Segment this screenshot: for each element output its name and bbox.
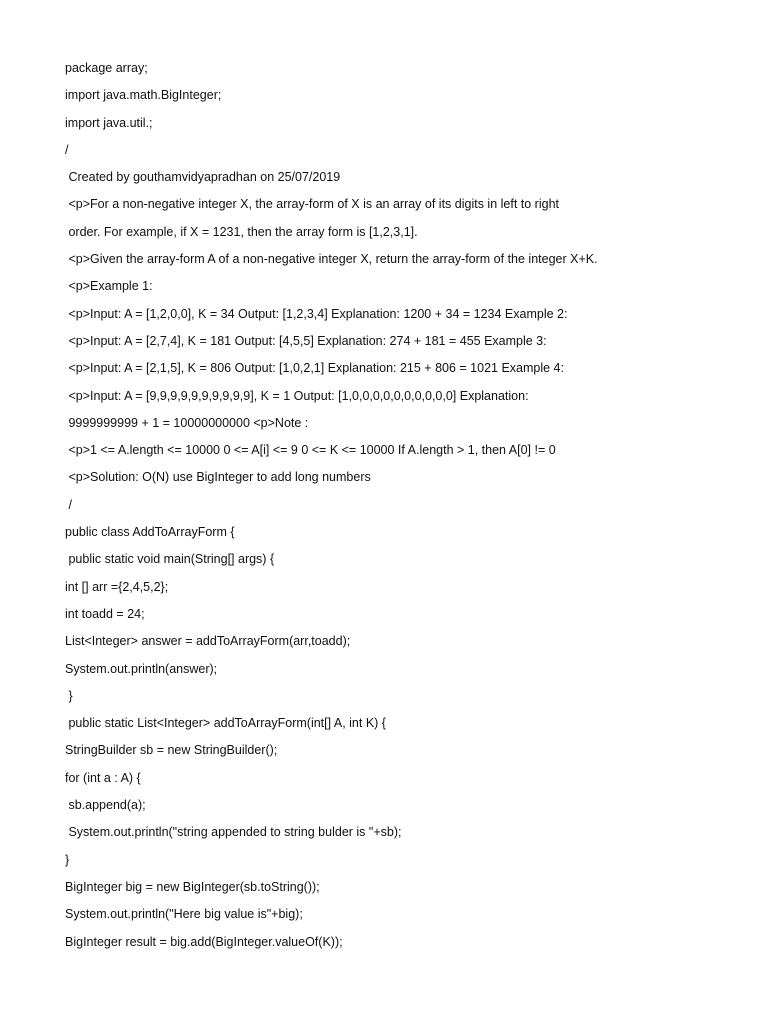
code-line: int toadd = 24;	[65, 606, 145, 621]
code-line: int [] arr ={2,4,5,2};	[65, 579, 169, 594]
code-line: public static void main(String[] args) {	[65, 552, 275, 567]
code-line: }	[65, 852, 70, 867]
code-line: /	[65, 142, 69, 157]
code-line: <p>For a non-negative integer X, the array-form of X is an array of its digits in left to right	[65, 197, 559, 212]
code-line: StringBuilder sb = new StringBuilder();	[65, 743, 278, 758]
code-line: <p>Input: A = [2,7,4], K = 181 Output: [4,5,5] Explanation: 274 + 181 = 455 Example 3:	[65, 333, 547, 348]
code-line: BigInteger result = big.add(BigInteger.valueOf(K));	[65, 934, 343, 949]
code-line: <p>Example 1:	[65, 279, 153, 294]
code-line: <p>Solution: O(N) use BigInteger to add long numbers	[65, 470, 371, 485]
code-line: 9999999999 + 1 = 10000000000 <p>Note :	[65, 415, 309, 430]
code-listing	[65, 59, 745, 960]
code-line: <p>Given the array-form A of a non-negative integer X, return the array-form of the integer X+K.	[65, 252, 598, 267]
code-line: BigInteger big = new BigInteger(sb.toString());	[65, 879, 320, 894]
code-line: <p>Input: A = [1,2,0,0], K = 34 Output: [1,2,3,4] Explanation: 1200 + 34 = 1234 Example 2:	[65, 306, 568, 321]
code-line: List<Integer> answer = addToArrayForm(arr,toadd);	[65, 634, 351, 649]
code-line: order. For example, if X = 1231, then the array form is [1,2,3,1].	[65, 224, 418, 239]
code-line: for (int a : A) {	[65, 770, 141, 785]
code-line: import java.util.;	[65, 115, 153, 130]
code-line: sb.append(a);	[65, 798, 146, 813]
code-line: System.out.println("string appended to string bulder is "+sb);	[65, 825, 402, 840]
code-line: <p>Input: A = [2,1,5], K = 806 Output: [1,0,2,1] Explanation: 215 + 806 = 1021 Example 4:	[65, 361, 564, 376]
code-line: public static List<Integer> addToArrayForm(int[] A, int K) {	[65, 716, 386, 731]
code-line: import java.math.BigInteger;	[65, 88, 222, 103]
code-line: <p>1 <= A.length <= 10000 0 <= A[i] <= 9 0 <= K <= 10000 If A.length > 1, then A[0] != 0	[65, 443, 556, 458]
code-line: /	[65, 497, 72, 512]
code-line: public class AddToArrayForm {	[65, 525, 235, 540]
code-line: <p>Input: A = [9,9,9,9,9,9,9,9,9,9], K = 1 Output: [1,0,0,0,0,0,0,0,0,0,0] Explanation:	[65, 388, 529, 403]
code-line: System.out.println(answer);	[65, 661, 218, 676]
code-line: System.out.println("Here big value is"+big);	[65, 907, 303, 922]
code-line: package array;	[65, 61, 148, 75]
code-line: Created by gouthamvidyapradhan on 25/07/2019	[65, 170, 341, 185]
code-line: }	[65, 688, 73, 703]
